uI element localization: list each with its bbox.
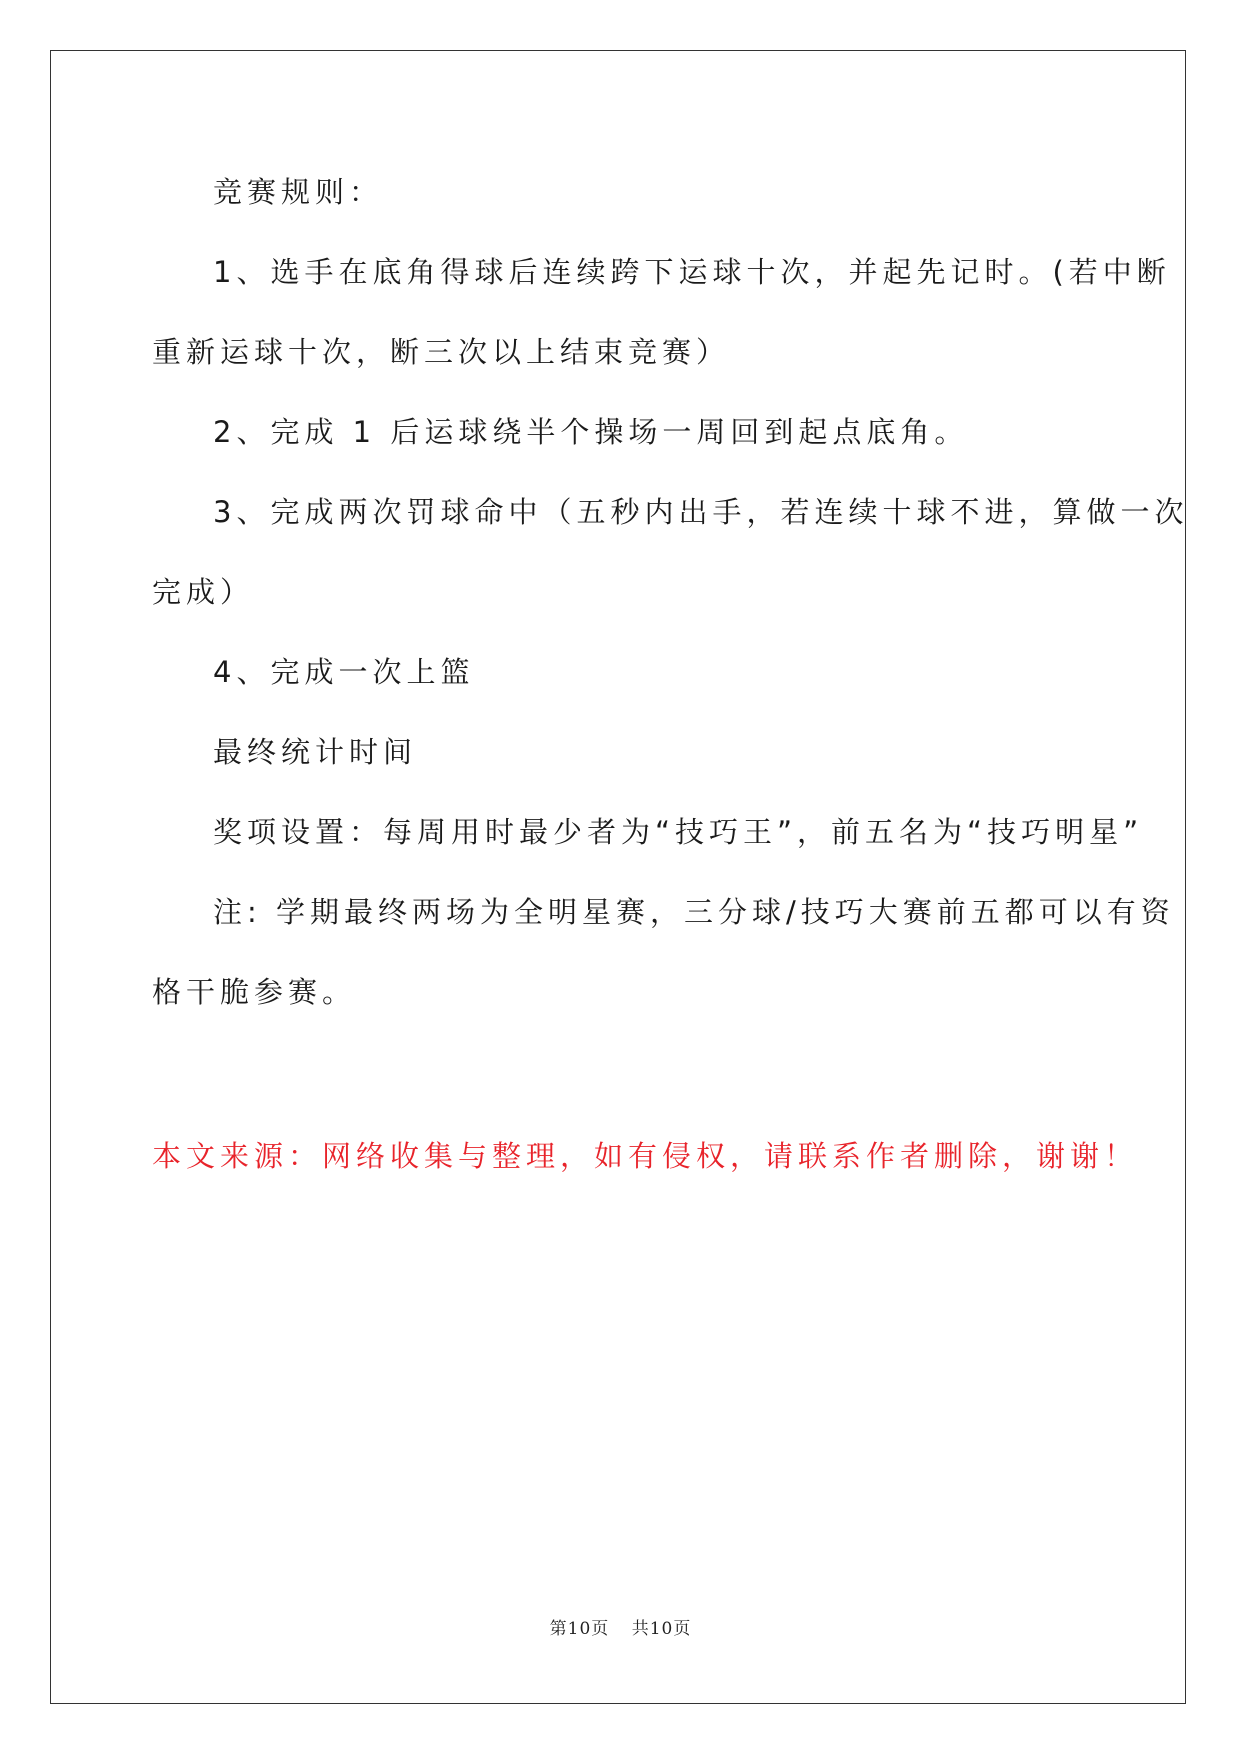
page-current: 第10页 [549,1619,610,1639]
page-frame [50,50,1189,1704]
page-footer [0,1614,1241,1639]
page-total: 共10页 [631,1619,692,1639]
note-line-2: 格干脆参赛。 [152,975,357,1009]
source-note: 本文来源：网络收集与整理，如有侵权，请联系作者删除，谢谢！ [152,1139,1139,1173]
rules-heading: 竞赛规则： [213,175,384,209]
rule-1-line-1: 1、选手在底角得球后连续跨下运球十次，并起先记时。(若中断 [213,255,1171,289]
rule-1-line-2: 重新运球十次，断三次以上结束竞赛） [152,335,731,369]
rule-4: 4、完成一次上篮 [213,655,475,689]
final-timing: 最终统计时间 [213,735,418,769]
note-line-1: 注: 学期最终两场为全明星赛，三分球/技巧大赛前五都可以有资 [213,895,1175,929]
rule-2: 2、完成 1 后运球绕半个操场一周回到起点底角。 [213,415,969,449]
awards: 奖项设置：每周用时最少者为“技巧王”，前五名为“技巧明星” [213,815,1144,849]
rule-3-line-1: 3、完成两次罚球命中（五秒内出手，若连续十球不进，算做一次 [213,495,1189,529]
rule-3-line-2: 完成） [152,575,255,609]
